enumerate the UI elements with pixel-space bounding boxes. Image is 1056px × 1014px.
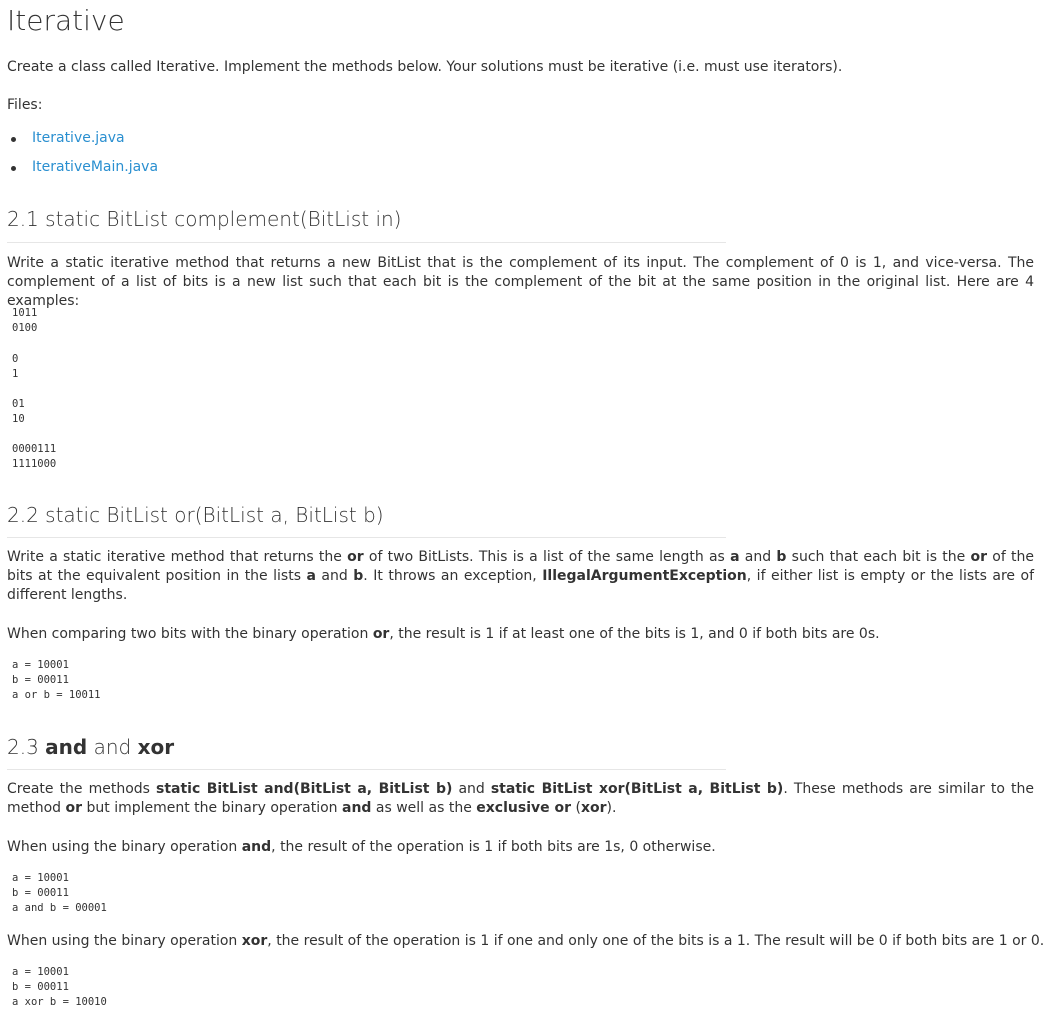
code-line: a and b = 00001 <box>12 902 107 914</box>
complement-example-3 <box>12 397 25 427</box>
code-line: 1111000 <box>12 458 57 470</box>
or-description: Write a static iterative method that returns the or of two BitLists. This is a list of the same length as a and b such that each bit is the or of the bits at the equivalent position in the lists a and b. It throws an exception, IllegalArgumentException, if either list is empty or the lists are of different lengths. <box>7 549 1035 603</box>
code-line: 0100 <box>12 322 38 334</box>
section-divider <box>7 769 726 770</box>
section-heading-or: 2.2 static BitList or(BitList a, BitList b) <box>7 503 384 527</box>
code-line: 01 <box>12 398 25 410</box>
section-divider <box>7 537 726 538</box>
code-line: 0 <box>12 353 19 365</box>
section-heading-complement: 2.1 static BitList complement(BitList in) <box>7 207 402 231</box>
code-line: 1011 <box>12 307 38 319</box>
bullet-icon <box>11 137 16 142</box>
xor-rule-text: When using the binary operation xor, the result of the operation is 1 if one and only one of the bits is a 1. The result will be 0 if both bits are 1 or 0. <box>7 933 1045 949</box>
file-link-iterative[interactable]: Iterative.java <box>32 130 125 146</box>
code-line: a = 10001 <box>12 966 69 978</box>
code-line: b = 00011 <box>12 981 69 993</box>
code-line: a = 10001 <box>12 872 69 884</box>
bullet-icon <box>11 166 16 171</box>
code-line: a xor b = 10010 <box>12 996 107 1008</box>
complement-example-2 <box>12 352 18 382</box>
section-heading-and-xor: 2.3 and and xor <box>7 735 175 759</box>
or-example-code <box>12 658 101 703</box>
code-line: 10 <box>12 413 25 425</box>
files-label: Files: <box>7 97 43 113</box>
and-example-code <box>12 871 107 916</box>
complement-description: Write a static iterative method that returns a new BitList that is the complement of its input. The complement of 0 is 1, and vice-versa. The complement of a list of bits is a new list such that each bit is the complement of the bit at the same position in the original list. Here are 4 examples: <box>7 255 1034 309</box>
intro-text: Create a class called Iterative. Implement the methods below. Your solutions must be iterative (i.e. must use iterators). <box>7 59 843 75</box>
complement-example-4 <box>12 442 56 472</box>
code-line: b = 00011 <box>12 887 69 899</box>
file-link-iterative-main[interactable]: IterativeMain.java <box>32 159 159 175</box>
and-rule-text: When using the binary operation and, the result of the operation is 1 if both bits are 1s, 0 otherwise. <box>7 839 716 855</box>
page-title: Iterative <box>7 4 125 37</box>
section-divider <box>7 242 726 243</box>
xor-example-code <box>12 965 107 1010</box>
complement-example-1 <box>12 306 37 336</box>
or-rule-text: When comparing two bits with the binary operation or, the result is 1 if at least one of the bits is 1, and 0 if both bits are 0s. <box>7 626 880 642</box>
and-xor-description: Create the methods static BitList and(BitList a, BitList b) and static BitList xor(BitList a, BitList b). These methods are similar to the method or but implement the binary operation and as well as the exclusive or (xor). <box>7 781 1035 816</box>
code-line: a or b = 10011 <box>12 689 101 701</box>
code-line: a = 10001 <box>12 659 69 671</box>
code-line: b = 00011 <box>12 674 69 686</box>
code-line: 0000111 <box>12 443 57 455</box>
code-line: 1 <box>12 368 19 380</box>
